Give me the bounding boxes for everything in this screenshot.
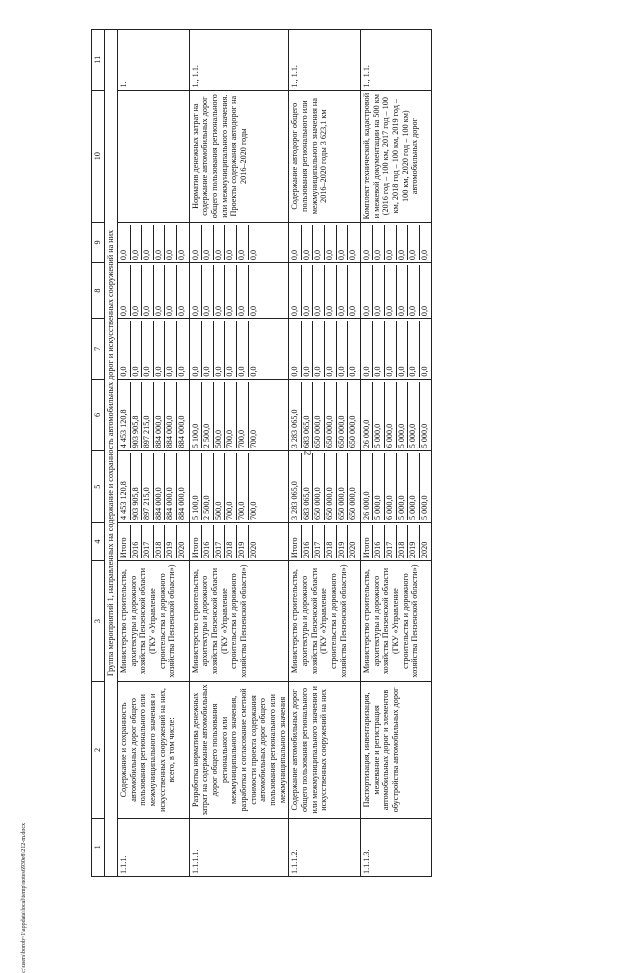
column-8 [360, 263, 432, 319]
value-cell: 700,0 [224, 453, 236, 520]
years-column [360, 523, 432, 561]
value-cell: 650 000,0 [324, 453, 336, 520]
value-cell: 650 000,0 [347, 453, 359, 520]
value-cell: 5 100,0 [190, 423, 200, 449]
year-cell: 2019 [164, 525, 176, 558]
value-cell: 0,0 [407, 265, 419, 316]
year-cell: 2019 [407, 525, 419, 558]
value-cell: 0,0 [372, 321, 384, 377]
program-table [91, 29, 432, 877]
year-cell: 2020 [419, 525, 431, 558]
header-6: 6 [92, 379, 105, 451]
row-link: 1., 1.1. [289, 30, 361, 91]
value-cell: 0,0 [396, 225, 408, 260]
table-row [360, 30, 432, 877]
value-cell: 0,0 [176, 321, 188, 377]
column-8 [189, 263, 289, 319]
value-cell: 0,0 [347, 225, 359, 260]
column-6 [289, 379, 361, 451]
value-cell: 0,0 [312, 225, 324, 260]
value-cell: 0,0 [130, 321, 142, 377]
value-cell: 2 500,0 [201, 382, 213, 449]
row-code: 1.1.1.2. [289, 818, 361, 876]
year-cell: 2016 [301, 525, 313, 558]
value-cell: 0,0 [119, 305, 128, 317]
value-cell: 903 905,8 [130, 382, 142, 449]
value-cell: 5 000,0 [419, 382, 431, 449]
value-cell: 3 283 065,0 [290, 409, 300, 449]
year-cell: 2019 [336, 525, 348, 558]
value-cell: 3 283 065,0 [290, 481, 300, 520]
value-cell: 0,0 [290, 305, 300, 317]
row-executor: Министерство строительства, архитектуры и дорожного хозяйства Пензенской области (ГКУ «Управление строительства и дорожного хозяйства Пензенской области») [360, 561, 432, 682]
value-cell: 650 000,0 [312, 453, 324, 520]
footer-path: c:\users\borob~1\appdata\local\temp\notes6930e8\212-m.docx [21, 822, 27, 973]
value-cell: 0,0 [153, 225, 165, 260]
value-cell: 5 000,0 [407, 382, 419, 449]
column-6 [360, 379, 432, 451]
value-cell: 700,0 [248, 382, 260, 449]
column-6 [118, 379, 190, 451]
year-cell: 2019 [236, 525, 248, 558]
header-11: 11 [92, 30, 105, 91]
year-cell: 2020 [176, 525, 188, 558]
value-cell: 2 500,0 [201, 453, 213, 520]
row-name: Разработка норматива денежных затрат на содержание автомобильных дорог общего пользования регионального или межмуниципального значения, разработка и согласование сметной стоимости проекта содержания автомобильных дорог общего пользования регионального или межмуниципального значения [189, 682, 289, 819]
value-cell: 0,0 [324, 225, 336, 260]
year-cell: 2017 [141, 525, 153, 558]
value-cell: 0,0 [153, 321, 165, 377]
header-3: 3 [92, 561, 105, 682]
value-cell: 0,0 [224, 265, 236, 316]
value-cell: 0,0 [213, 265, 225, 316]
header-row [92, 30, 105, 877]
value-cell: 0,0 [336, 225, 348, 260]
table-row [189, 30, 289, 877]
value-cell: 0,0 [164, 265, 176, 316]
value-cell: 5 000,0 [396, 382, 408, 449]
value-cell: 0,0 [141, 225, 153, 260]
column-6 [189, 379, 289, 451]
value-cell: 0,0 [164, 225, 176, 260]
value-cell: 884 000,0 [153, 382, 165, 449]
value-cell: 0,0 [372, 265, 384, 316]
value-cell: 0,0 [290, 366, 300, 377]
year-cell: 2018 [224, 525, 236, 558]
row-executor: Министерство строительства, архитектуры и дорожного хозяйства Пензенской области (ГКУ «Управление строительства и дорожного хозяйства Пензенской области») [289, 561, 361, 682]
column-5 [360, 451, 432, 523]
value-cell: 0,0 [312, 265, 324, 316]
value-cell: 0,0 [213, 225, 225, 260]
row-name: Содержание и сохранность автомобильных дорог общего пользования регионального или межмуниципального значения и искусственных сооружений на них, всего, в том числе: [118, 682, 190, 819]
value-cell: 650 000,0 [324, 382, 336, 449]
value-cell: 0,0 [176, 265, 188, 316]
value-cell: 0,0 [164, 321, 176, 377]
value-cell: 0,0 [190, 305, 200, 317]
year-cell: Итого [190, 537, 200, 559]
value-cell: 0,0 [201, 265, 213, 316]
value-cell: 0,0 [347, 265, 359, 316]
value-cell: 0,0 [130, 265, 142, 316]
year-cell: 2016 [372, 525, 384, 558]
value-cell: 0,0 [324, 265, 336, 316]
year-cell: 2017 [312, 525, 324, 558]
row-code: 1.1.1.1. [189, 818, 289, 876]
value-cell: 0,0 [361, 366, 371, 377]
value-cell: 700,0 [248, 453, 260, 520]
years-column [118, 523, 190, 561]
value-cell: 0,0 [301, 321, 313, 377]
value-cell: 0,0 [236, 265, 248, 316]
value-cell: 0,0 [130, 225, 142, 260]
value-cell: 884 000,0 [176, 382, 188, 449]
row-link: 1. [118, 30, 190, 91]
year-cell: 2016 [201, 525, 213, 558]
value-cell: 0,0 [141, 321, 153, 377]
value-cell: 0,0 [372, 225, 384, 260]
row-result: Комплект технической, кадастровой и межевой документации на 500 км (2016 год – 100 км, 2017 год – 100 км, 2018 год – 100 км, 2019 год – 100 км, 2020 год – 100 км) автомобильных дорог [360, 90, 432, 222]
value-cell: 884 000,0 [153, 453, 165, 520]
header-10: 10 [92, 90, 105, 222]
value-cell: 6 000,0 [384, 453, 396, 520]
value-cell: 0,0 [407, 321, 419, 377]
column-7 [289, 319, 361, 380]
value-cell: 0,0 [336, 321, 348, 377]
column-7 [118, 319, 190, 380]
value-cell: 5 000,0 [419, 453, 431, 520]
value-cell: 500,0 [213, 382, 225, 449]
value-cell: 683 065,0 [301, 453, 313, 520]
value-cell: 0,0 [384, 225, 396, 260]
value-cell: 0,0 [213, 321, 225, 377]
row-executor: Министерство строительства, архитектуры и дорожного хозяйства Пензенской области (ГКУ «Управление строительства и дорожного хозяйства Пензенской области») [189, 561, 289, 682]
value-cell: 897 215,0 [141, 453, 153, 520]
column-8 [118, 263, 190, 319]
year-cell: 2017 [213, 525, 225, 558]
value-cell: 26 000,0 [361, 419, 371, 449]
header-8: 8 [92, 263, 105, 319]
value-cell: 0,0 [201, 321, 213, 377]
year-cell: 2018 [396, 525, 408, 558]
value-cell: 0,0 [336, 265, 348, 316]
row-result [118, 90, 190, 222]
year-cell: Итого [361, 537, 371, 559]
value-cell: 0,0 [176, 225, 188, 260]
value-cell: 0,0 [236, 321, 248, 377]
column-9 [360, 222, 432, 262]
column-7 [360, 319, 432, 380]
value-cell: 683 065,0 [301, 382, 313, 449]
value-cell: 4 453 120,8 [119, 481, 128, 520]
header-7: 7 [92, 319, 105, 380]
value-cell: 0,0 [141, 265, 153, 316]
year-cell: 2020 [248, 525, 260, 558]
column-9 [189, 222, 289, 262]
years-column [289, 523, 361, 561]
value-cell: 0,0 [301, 225, 313, 260]
value-cell: 0,0 [384, 321, 396, 377]
column-9 [289, 222, 361, 262]
value-cell: 4 453 120,8 [119, 409, 128, 449]
value-cell: 5 000,0 [396, 453, 408, 520]
value-cell: 700,0 [236, 382, 248, 449]
value-cell: 0,0 [419, 321, 431, 377]
value-cell: 897 215,0 [141, 382, 153, 449]
header-9: 9 [92, 222, 105, 262]
value-cell: 0,0 [248, 321, 260, 377]
value-cell: 650 000,0 [347, 382, 359, 449]
year-cell: 2018 [153, 525, 165, 558]
row-code: 1.1.1.3. [360, 818, 432, 876]
group-row [105, 30, 118, 877]
header-2: 2 [92, 682, 105, 819]
row-link: 1., 1.1. [189, 30, 289, 91]
year-cell: Итого [119, 537, 128, 559]
value-cell: 0,0 [248, 225, 260, 260]
value-cell: 6 000,0 [384, 382, 396, 449]
value-cell: 26 000,0 [361, 491, 371, 520]
row-code: 1.1.1. [118, 818, 190, 876]
header-1: 1 [92, 818, 105, 876]
header-4: 4 [92, 523, 105, 561]
value-cell: 0,0 [407, 225, 419, 260]
value-cell: 0,0 [248, 265, 260, 316]
value-cell: 0,0 [396, 321, 408, 377]
page-number: 2 [302, 450, 313, 456]
value-cell: 5 000,0 [407, 453, 419, 520]
column-9 [118, 222, 190, 262]
row-link: 1., 1.1. [360, 30, 432, 91]
year-cell: 2018 [324, 525, 336, 558]
value-cell: 0,0 [312, 321, 324, 377]
value-cell: 0,0 [419, 225, 431, 260]
value-cell: 0,0 [290, 249, 300, 261]
value-cell: 0,0 [119, 366, 128, 377]
years-column [189, 523, 289, 561]
value-cell: 700,0 [236, 453, 248, 520]
value-cell: 0,0 [361, 305, 371, 317]
value-cell: 0,0 [324, 321, 336, 377]
value-cell: 0,0 [301, 265, 313, 316]
table-row [118, 30, 190, 877]
value-cell: 0,0 [190, 249, 200, 261]
value-cell: 884 000,0 [164, 453, 176, 520]
value-cell: 0,0 [190, 366, 200, 377]
value-cell: 0,0 [419, 265, 431, 316]
value-cell: 700,0 [224, 382, 236, 449]
value-cell: 0,0 [361, 249, 371, 261]
value-cell: 500,0 [213, 453, 225, 520]
row-executor: Министерство строительства, архитектуры и дорожного хозяйства Пензенской области (ГКУ «Управление строительства и дорожного хозяйства Пензенской области») [118, 561, 190, 682]
value-cell: 5 100,0 [190, 495, 200, 520]
value-cell: 0,0 [201, 225, 213, 260]
value-cell: 5 000,0 [372, 382, 384, 449]
header-5: 5 [92, 451, 105, 523]
row-result: Норматив денежных затрат на содержание автомобильных дорог общего пользования регионального или межмуниципального значения. Проекты содержания автодорог на 2016–2020 годы [189, 90, 289, 222]
value-cell: 0,0 [224, 225, 236, 260]
row-name: Содержание автомобильных дорог общего пользования регионального или межмуниципального значения и искусственных сооружений на них [289, 682, 361, 819]
year-cell: 2017 [384, 525, 396, 558]
year-cell: 2020 [347, 525, 359, 558]
group-title: Группа мероприятий 1, направленных на содержание и сохранность автомобильных дорог и искусственных сооружений на них [105, 30, 118, 877]
column-5 [118, 451, 190, 523]
column-5 [189, 451, 289, 523]
column-8 [289, 263, 361, 319]
value-cell: 903 905,8 [130, 453, 142, 520]
value-cell: 650 000,0 [312, 382, 324, 449]
value-cell: 0,0 [396, 265, 408, 316]
value-cell: 884 000,0 [164, 382, 176, 449]
value-cell: 0,0 [236, 225, 248, 260]
value-cell: 0,0 [384, 265, 396, 316]
row-name: Паспортизация, инвентаризация, межевание и регистрация автомобильных дорог и элементов обустройства автомобильных дорог [360, 682, 432, 819]
year-cell: 2016 [130, 525, 142, 558]
value-cell: 5 000,0 [372, 453, 384, 520]
table-row [289, 30, 361, 877]
value-cell: 650 000,0 [336, 453, 348, 520]
value-cell: 0,0 [224, 321, 236, 377]
column-5 [289, 451, 361, 523]
value-cell: 650 000,0 [336, 382, 348, 449]
value-cell: 0,0 [153, 265, 165, 316]
value-cell: 0,0 [119, 249, 128, 261]
year-cell: Итого [290, 537, 300, 559]
row-result: Содержание автодорог общего пользования регионального или межмуниципального значения на 2016–2020 годы 3 623,1 км [289, 90, 361, 222]
value-cell: 884 000,0 [176, 453, 188, 520]
column-7 [189, 319, 289, 380]
value-cell: 0,0 [347, 321, 359, 377]
